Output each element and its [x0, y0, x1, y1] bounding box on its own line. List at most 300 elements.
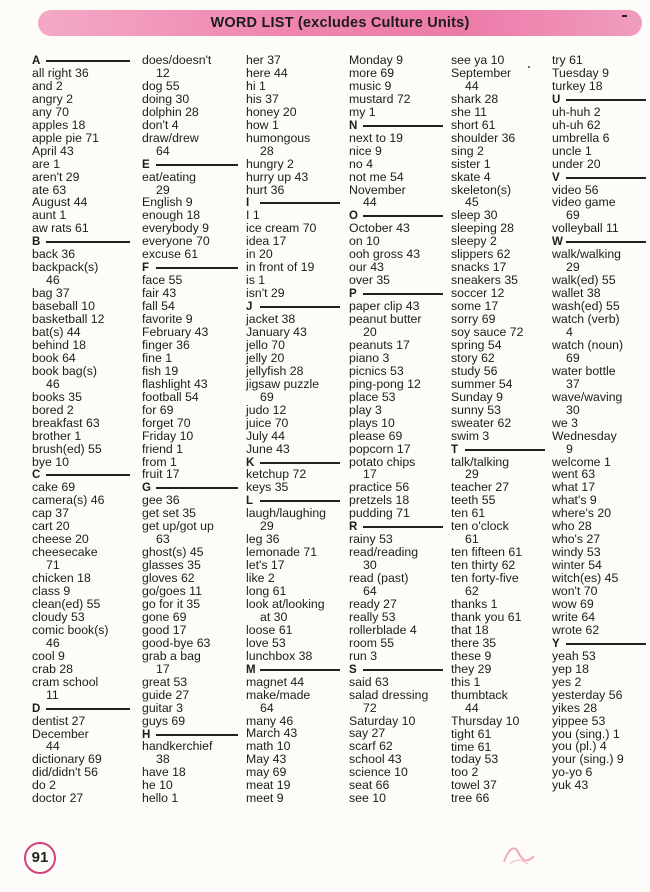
- word-entry: shark 28: [451, 91, 499, 106]
- word-entry: jellyfish 28: [246, 363, 304, 378]
- word-entry-continuation: 9: [566, 441, 573, 456]
- word-entry-continuation: 45: [465, 195, 479, 210]
- word-entry: loose 61: [246, 622, 293, 637]
- section-header: [552, 637, 648, 650]
- word-entry: and 2: [32, 78, 63, 93]
- word-entry: spring 54: [451, 337, 502, 352]
- word-entry: crab 28: [32, 661, 74, 676]
- word-entry: we 3: [552, 415, 578, 430]
- word-entry: all right 36: [32, 65, 89, 80]
- word-entry: honey 20: [246, 104, 297, 119]
- word-column-3: [246, 54, 342, 805]
- word-entry: your (sing.) 9: [552, 752, 624, 767]
- section-rule: [363, 215, 443, 217]
- word-entry: snacks 17: [451, 260, 507, 275]
- word-entry: place 53: [349, 389, 396, 404]
- word-entry: excuse 61: [142, 247, 199, 262]
- word-entry: juice 70: [246, 415, 289, 430]
- word-entry: video game: [552, 195, 616, 210]
- word-entry: turkey 18: [552, 78, 603, 93]
- section-header: [32, 702, 132, 715]
- word-entry: went 63: [552, 467, 596, 482]
- word-entry-continuation: 46: [46, 376, 60, 391]
- word-entry: welcome 1: [552, 454, 611, 469]
- word-entry-continuation: 44: [465, 700, 479, 715]
- word-entry: watch (verb): [552, 312, 620, 327]
- word-entry: leg 36: [246, 532, 280, 547]
- word-entry: skeleton(s): [451, 182, 512, 197]
- section-letter: N: [349, 119, 358, 132]
- word-entry: have 18: [142, 765, 186, 780]
- word-entry: ate 63: [32, 182, 67, 197]
- word-entry: backpack(s): [32, 260, 99, 275]
- word-entry-continuation: 12: [156, 65, 170, 80]
- word-entry: may 69: [246, 765, 287, 780]
- word-entry-continuation: 64: [363, 584, 377, 599]
- word-entry: keys 35: [246, 480, 289, 495]
- word-column-1: [32, 54, 132, 805]
- word-column-6: [552, 54, 648, 792]
- title-banner: [38, 10, 642, 36]
- section-rule: [260, 462, 340, 464]
- word-entry: see 10: [349, 791, 386, 806]
- word-entry: you (sing.) 1: [552, 726, 620, 741]
- section-header: [142, 261, 240, 274]
- word-entry: what 17: [552, 480, 596, 495]
- section-header: [32, 235, 132, 248]
- word-entry-continuation: 20: [363, 324, 377, 339]
- word-entry: go for it 35: [142, 596, 201, 611]
- word-entry: angry 2: [32, 91, 74, 106]
- word-entry: tree 66: [451, 791, 490, 806]
- word-entry-continuation: 69: [260, 389, 274, 404]
- word-entry: sing 2: [451, 143, 484, 158]
- section-letter: H: [142, 728, 151, 741]
- word-entry: English 9: [142, 195, 193, 210]
- word-entry: books 35: [32, 389, 82, 404]
- word-entry-continuation: 61: [465, 532, 479, 547]
- word-entry-continuation: 64: [260, 700, 274, 715]
- word-entry-continuation: 46: [46, 635, 60, 650]
- word-entry: brush(ed) 55: [32, 441, 102, 456]
- word-entry: let's 17: [246, 558, 285, 573]
- word-entry: go/goes 11: [142, 584, 202, 599]
- word-entry: July 44: [246, 428, 285, 443]
- word-entry: she 11: [451, 104, 488, 119]
- section-rule: [260, 306, 340, 308]
- section-rule: [566, 241, 646, 243]
- word-entry: picnics 53: [349, 363, 404, 378]
- section-rule: [260, 500, 340, 502]
- section-rule: [566, 99, 646, 101]
- word-entry: behind 18: [32, 337, 87, 352]
- word-entry-continuation: 11: [46, 687, 59, 702]
- word-entry: said 63: [349, 674, 389, 689]
- word-entry: shoulder 36: [451, 130, 516, 145]
- word-entry: gloves 62: [142, 571, 195, 586]
- word-entry: wave/waving: [552, 389, 623, 404]
- word-entry: practice 56: [349, 480, 410, 495]
- word-entry: ten thirty 62: [451, 558, 516, 573]
- word-entry: cool 9: [32, 648, 65, 663]
- word-entry: love 53: [246, 635, 286, 650]
- word-entry: isn't 29: [246, 286, 285, 301]
- word-entry: idea 17: [246, 234, 287, 249]
- word-entry-continuation: 44: [46, 739, 60, 754]
- word-entry: face 55: [142, 273, 183, 288]
- word-entry: please 69: [349, 428, 403, 443]
- word-entry: they 29: [451, 661, 492, 676]
- word-entry: comic book(s): [32, 622, 109, 637]
- word-entry: summer 54: [451, 376, 513, 391]
- word-entry: brother 1: [32, 428, 82, 443]
- word-entry: get set 35: [142, 506, 197, 521]
- word-entry: dentist 27: [32, 713, 86, 728]
- section-rule: [156, 734, 238, 736]
- word-entry: wrote 62: [552, 622, 600, 637]
- word-entry: over 35: [349, 273, 391, 288]
- word-entry: basketball 12: [32, 312, 105, 327]
- section-header: [349, 520, 445, 533]
- section-letter: D: [32, 702, 41, 715]
- word-entry: fish 19: [142, 363, 179, 378]
- word-entry-continuation: 46: [46, 273, 60, 288]
- section-rule: [156, 267, 238, 269]
- section-rule: [363, 526, 443, 528]
- word-entry: baseball 10: [32, 299, 95, 314]
- section-header: [552, 93, 648, 106]
- section-rule: [465, 449, 545, 451]
- word-entry: my 1: [349, 104, 376, 119]
- word-entry: fair 43: [142, 286, 177, 301]
- word-entry: these 9: [451, 648, 492, 663]
- word-entry: fruit 17: [142, 467, 180, 482]
- word-entry: try 61: [552, 53, 583, 67]
- word-entry: read (past): [349, 571, 409, 586]
- word-entry: humongous: [246, 130, 311, 145]
- word-entry: sunny 53: [451, 402, 501, 417]
- word-entry: book 64: [32, 350, 76, 365]
- section-header: [552, 171, 648, 184]
- word-entry-continuation: 37: [566, 376, 580, 391]
- word-entry: November: [349, 182, 406, 197]
- word-entry: did/didn't 56: [32, 765, 98, 780]
- word-entry: pudding 71: [349, 506, 410, 521]
- word-entry: yikes 28: [552, 700, 598, 715]
- word-entry: jigsaw puzzle: [246, 376, 320, 391]
- word-entry: next to 19: [349, 130, 404, 145]
- word-entry: talk/talking: [451, 454, 510, 469]
- word-entry: June 43: [246, 441, 290, 456]
- word-entry: look at/looking: [246, 596, 325, 611]
- word-entry: read/reading: [349, 545, 419, 560]
- word-entry: where's 20: [552, 506, 612, 521]
- word-entry: science 10: [349, 765, 408, 780]
- word-entry: thank you 61: [451, 609, 522, 624]
- word-entry-continuation: 44: [465, 78, 479, 93]
- word-entry-continuation: 17: [156, 661, 170, 676]
- word-entry: volleyball 11: [552, 221, 619, 236]
- word-entry: not me 54: [349, 169, 404, 184]
- word-entry: for 69: [142, 402, 174, 417]
- word-entry: yuk 43: [552, 778, 589, 793]
- word-entry: thanks 1: [451, 597, 498, 612]
- word-entry: long 61: [246, 584, 287, 599]
- word-entry-continuation: 17: [363, 467, 377, 482]
- word-entry: yeah 53: [552, 648, 596, 663]
- word-entry: I 1: [246, 208, 260, 223]
- word-entry: salad dressing: [349, 687, 429, 702]
- word-entry-continuation: 71: [46, 558, 60, 573]
- page-title: WORD LIST (excludes Culture Units): [210, 15, 470, 31]
- word-entry: today 53: [451, 752, 499, 767]
- section-rule: [566, 643, 646, 645]
- word-entry: Monday 9: [349, 53, 404, 67]
- word-entry: who's 27: [552, 532, 601, 547]
- word-entry: wow 69: [552, 596, 594, 611]
- word-entry: hello 1: [142, 791, 179, 806]
- word-entry: football 54: [142, 389, 199, 404]
- word-entry: apples 18: [32, 117, 86, 132]
- word-entry: bat(s) 44: [32, 324, 81, 339]
- word-entry: seat 66: [349, 778, 390, 793]
- section-header: [349, 663, 445, 676]
- word-entry-continuation: 28: [260, 143, 274, 158]
- word-entry: cheese 20: [32, 532, 89, 547]
- word-entry: water bottle: [552, 363, 616, 378]
- section-header: [246, 494, 342, 507]
- word-entry: forget 70: [142, 415, 191, 430]
- word-entry: windy 53: [552, 545, 601, 560]
- word-entry-continuation: 30: [363, 558, 377, 573]
- section-rule: [260, 669, 340, 671]
- word-entry: peanuts 17: [349, 337, 410, 352]
- section-header: [32, 54, 132, 67]
- section-header: [142, 481, 240, 494]
- word-entry: in 20: [246, 247, 273, 262]
- word-entry: sleep 30: [451, 208, 498, 223]
- word-entry: paper clip 43: [349, 299, 420, 314]
- section-letter: I: [246, 197, 250, 210]
- word-entry: ketchup 72: [246, 467, 307, 482]
- section-header: [552, 235, 648, 248]
- pink-ink-mark: [498, 838, 540, 868]
- section-letter: F: [142, 262, 150, 275]
- word-entry-continuation: 69: [566, 350, 580, 365]
- word-entry: March 43: [246, 726, 298, 741]
- word-entry: does/doesn't: [142, 53, 212, 67]
- word-entry: from 1: [142, 454, 177, 469]
- section-letter: M: [246, 663, 256, 676]
- word-entry: sweater 62: [451, 415, 512, 430]
- section-rule: [46, 241, 130, 243]
- word-entry: under 20: [552, 156, 601, 171]
- word-entry: meet 9: [246, 791, 284, 806]
- word-entry: do 2: [32, 778, 56, 793]
- word-entry: good-bye 63: [142, 635, 211, 650]
- word-entry: time 61: [451, 739, 492, 754]
- word-entry: friend 1: [142, 441, 184, 456]
- word-entry: tight 61: [451, 726, 492, 741]
- word-entry: teacher 27: [451, 480, 510, 495]
- word-entry: write 64: [552, 609, 596, 624]
- word-entry: cheesecake: [32, 545, 98, 560]
- word-entry-continuation: 64: [156, 143, 170, 158]
- word-entry: ping-pong 12: [349, 376, 421, 391]
- section-header: [246, 196, 342, 209]
- word-entry: dolphin 28: [142, 104, 199, 119]
- word-entry: handkerchief: [142, 739, 213, 754]
- word-entry: Tuesday 9: [552, 65, 609, 80]
- word-entry: sneakers 35: [451, 273, 518, 288]
- word-entry: potato chips: [349, 454, 416, 469]
- word-entry: camera(s) 46: [32, 493, 105, 508]
- word-entry: how 1: [246, 117, 279, 132]
- word-entry: you (pl.) 4: [552, 739, 607, 754]
- word-entry: cap 37: [32, 506, 69, 521]
- word-entry: February 43: [142, 324, 209, 339]
- word-entry: enough 18: [142, 208, 201, 223]
- word-entry: rainy 53: [349, 532, 393, 547]
- word-entry-continuation: 29: [566, 260, 580, 275]
- word-entry: umbrella 6: [552, 130, 610, 145]
- word-entry: run 3: [349, 648, 378, 663]
- word-entry: guide 27: [142, 687, 190, 702]
- word-entry: ten o'clock: [451, 519, 509, 534]
- word-entry: what's 9: [552, 493, 597, 508]
- word-entry: good 17: [142, 622, 187, 637]
- word-entry: music 9: [349, 78, 392, 93]
- word-entry: story 62: [451, 350, 495, 365]
- word-entry: soccer 12: [451, 286, 505, 301]
- word-entry: like 2: [246, 571, 275, 586]
- word-entry: breakfast 63: [32, 415, 100, 430]
- section-letter: P: [349, 288, 357, 301]
- word-entry: popcorn 17: [349, 441, 411, 456]
- word-entry: won't 70: [552, 584, 598, 599]
- word-entry: back 36: [32, 247, 76, 262]
- section-letter: B: [32, 236, 41, 249]
- word-entry: doing 30: [142, 91, 190, 106]
- word-entry: play 3: [349, 402, 382, 417]
- word-entry: sister 1: [451, 156, 491, 171]
- section-letter: J: [246, 301, 253, 314]
- page-number: 91: [24, 842, 56, 874]
- section-rule: [363, 293, 443, 295]
- section-letter: Y: [552, 637, 560, 650]
- word-entry: October 43: [349, 221, 410, 236]
- word-entry: meat 19: [246, 778, 291, 793]
- word-entry: wallet 38: [552, 286, 601, 301]
- word-entry: bag 37: [32, 286, 70, 301]
- word-entry: slippers 62: [451, 247, 511, 262]
- section-letter: L: [246, 495, 254, 508]
- word-entry: this 1: [451, 674, 481, 689]
- word-entry: ghost(s) 45: [142, 545, 204, 560]
- section-letter: E: [142, 158, 150, 171]
- section-header: [349, 209, 445, 222]
- section-header: [349, 119, 445, 132]
- word-entry: cram school: [32, 674, 99, 689]
- banner-mark: [622, 15, 627, 17]
- word-entry: aw rats 61: [32, 221, 89, 236]
- word-entry: here 44: [246, 65, 288, 80]
- section-letter: K: [246, 456, 255, 469]
- word-entry: room 55: [349, 635, 395, 650]
- word-entry: yo-yo 6: [552, 765, 593, 780]
- word-entry: his 37: [246, 91, 279, 106]
- word-entry: Wednesday: [552, 428, 617, 443]
- word-entry: book bag(s): [32, 363, 97, 378]
- word-entry: everybody 9: [142, 221, 209, 236]
- word-entry-continuation: 4: [566, 324, 573, 339]
- word-entry: guys 69: [142, 713, 186, 728]
- word-entry: swim 3: [451, 428, 490, 443]
- word-entry: dictionary 69: [32, 752, 102, 767]
- section-letter: S: [349, 663, 357, 676]
- word-entry: sleepy 2: [451, 234, 497, 249]
- word-entry: laugh/laughing: [246, 506, 327, 521]
- word-entry: September: [451, 65, 512, 80]
- word-entry: guitar 3: [142, 700, 184, 715]
- word-entry: study 56: [451, 363, 498, 378]
- word-entry: hi 1: [246, 78, 266, 93]
- word-entry: grab a bag: [142, 648, 201, 663]
- word-entry-continuation: 72: [363, 700, 377, 715]
- word-entry: that 18: [451, 622, 489, 637]
- word-entry: really 53: [349, 609, 396, 624]
- word-entry: walk(ed) 55: [552, 273, 616, 288]
- section-letter: O: [349, 210, 358, 223]
- word-entry: don't 4: [142, 117, 179, 132]
- word-entry-continuation: 69: [566, 208, 580, 223]
- word-entry: class 9: [32, 584, 71, 599]
- word-entry-continuation: 63: [156, 532, 170, 547]
- word-entry: Sunday 9: [451, 389, 503, 404]
- word-entry: school 43: [349, 752, 402, 767]
- word-column-5: [451, 54, 547, 805]
- word-entry: uncle 1: [552, 143, 592, 158]
- word-entry: many 46: [246, 713, 294, 728]
- word-entry: ooh gross 43: [349, 247, 421, 262]
- word-entry: skate 4: [451, 169, 491, 184]
- word-entry: yes 2: [552, 674, 582, 689]
- word-entry: yesterday 56: [552, 687, 623, 702]
- word-entry: piano 3: [349, 350, 390, 365]
- word-entry: favorite 9: [142, 312, 193, 327]
- word-entry: Friday 10: [142, 428, 194, 443]
- word-entry: ten 61: [451, 506, 486, 521]
- word-entry: our 43: [349, 260, 384, 275]
- word-entry: plays 10: [349, 415, 395, 430]
- section-rule: [156, 164, 238, 166]
- word-entry: hurt 36: [246, 182, 285, 197]
- word-entry: cart 20: [32, 519, 70, 534]
- word-entry: ten fifteen 61: [451, 545, 523, 560]
- section-rule: [363, 125, 443, 127]
- word-entry: dog 55: [142, 78, 180, 93]
- word-entry: magnet 44: [246, 674, 305, 689]
- word-entry: winter 54: [552, 558, 602, 573]
- word-entry: cloudy 53: [32, 609, 85, 624]
- word-entry: more 69: [349, 65, 395, 80]
- section-letter: U: [552, 93, 561, 106]
- word-entry: who 28: [552, 519, 592, 534]
- word-entry: jacket 38: [246, 312, 296, 327]
- word-entry: is 1: [246, 273, 266, 288]
- word-entry: uh-uh 62: [552, 117, 601, 132]
- word-entry: soy sauce 72: [451, 325, 524, 340]
